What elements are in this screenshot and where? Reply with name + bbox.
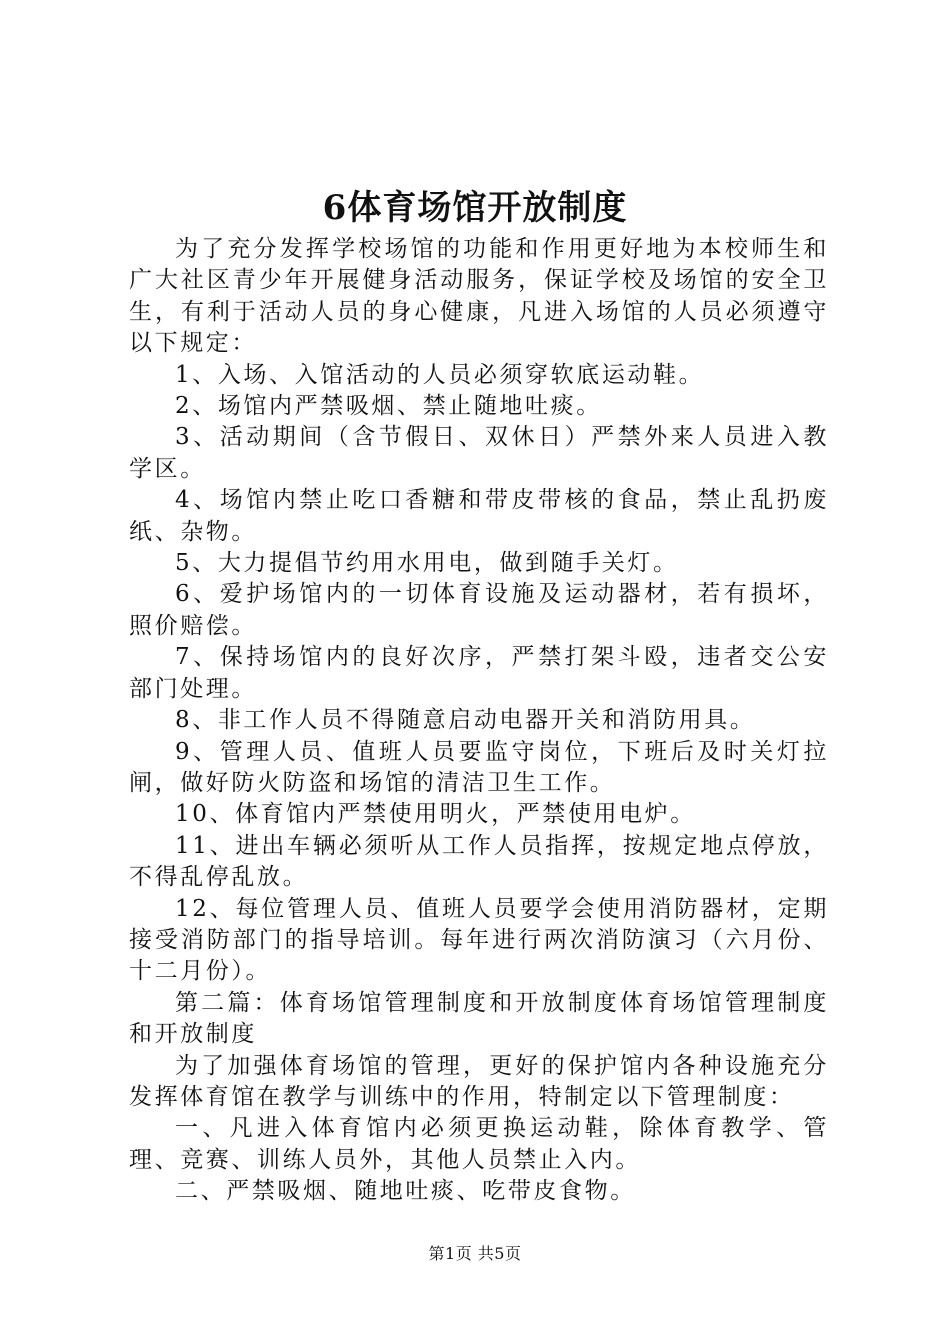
paragraph: 9、管理人员、值班人员要监守岗位，下班后及时关灯拉闸，做好防火防盗和场馆的清洁卫生工作。 [129, 738, 829, 796]
paragraph: 二、严禁吸烟、随地吐痰、吃带皮食物。 [175, 1178, 636, 1205]
paragraph: 8、非工作人员不得随意启动电器开关和消防用具。 [175, 707, 756, 734]
document-body [129, 234, 829, 1208]
paragraph: 4、场馆内禁止吃口香糖和带皮带核的食品，禁止乱扔废纸、杂物。 [129, 487, 829, 545]
paragraph: 6、爱护场馆内的一切体育设施及运动器材，若有损坏，照价赔偿。 [129, 581, 829, 639]
page-footer: 第1页 共5页 [428, 1244, 522, 1263]
paragraph: 11、进出车辆必须听从工作人员指挥，按规定地点停放，不得乱停乱放。 [129, 832, 829, 891]
paragraph: 2、场馆内严禁吸烟、禁止随地吐痰。 [175, 393, 602, 420]
paragraph: 为了加强体育场馆的管理，更好的保护馆内各种设施充分发挥体育馆在教学与训练中的作用，特制定以下管理制度： [129, 1052, 829, 1110]
section-heading: 第二篇：体育场馆管理制度和开放制度体育场馆管理制度和开放制度 [129, 989, 829, 1048]
paragraph: 1、入场、入馆活动的人员必须穿软底运动鞋。 [175, 361, 705, 388]
paragraph: 一、凡进入体育馆内必须更换运动鞋，除体育教学、管理、竞赛、训练人员外，其他人员禁止入内。 [129, 1115, 829, 1173]
paragraph: 为了充分发挥学校场馆的功能和作用更好地为本校师生和广大社区青少年开展健身活动服务，保证学校及场馆的安全卫生，有利于活动人员的身心健康，凡进入场馆的人员必须遵守以下规定： [129, 236, 829, 357]
paragraph: 12、每位管理人员、值班人员要学会使用消防器材，定期接受消防部门的指导培训。每年进行两次消防演习（六月份、十二月份）。 [129, 895, 829, 985]
document-title: 6体育场馆开放制度 [322, 188, 628, 228]
paragraph: 10、体育馆内严禁使用明火，严禁使用电炉。 [175, 801, 696, 828]
paragraph: 3、活动期间（含节假日、双休日）严禁外来人员进入教学区。 [129, 424, 829, 482]
paragraph: 5、大力提倡节约用水用电，做到随手关灯。 [175, 550, 679, 577]
paragraph: 7、保持场馆内的良好次序，严禁打架斗殴，违者交公安部门处理。 [129, 644, 829, 702]
